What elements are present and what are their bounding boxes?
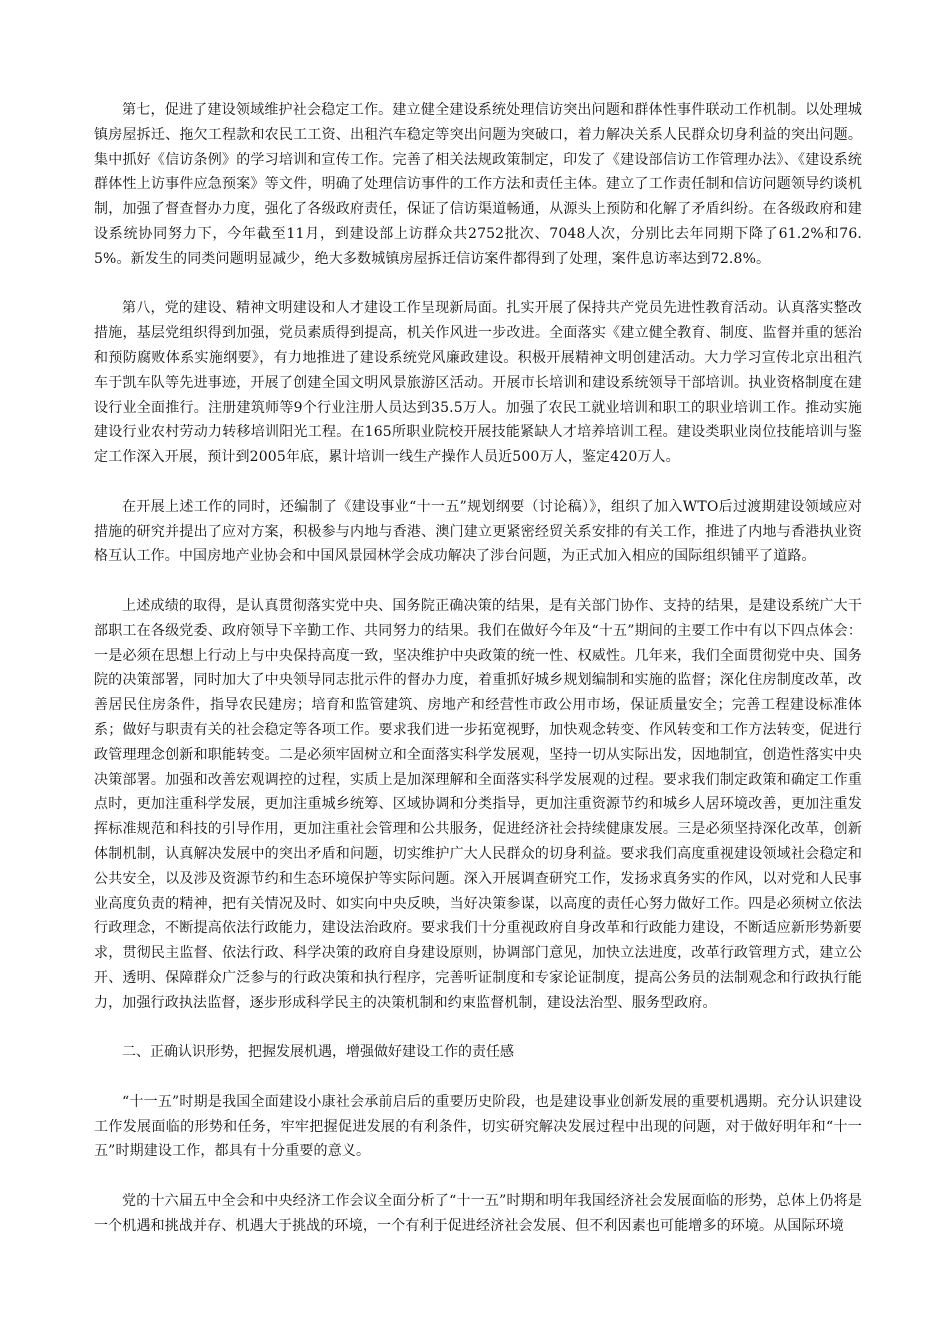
paragraph-additional-work: 在开展上述工作的同时，还编制了《建设事业“十一五”规划纲要（讨论稿）》，组织了加入WTO后过渡期建设领域应对措施的研究并提出了应对方案，积极参与内地与香港、澳门建立更紧密经贸关系安排的有关工作，推进了内地与香港执业资格互认工作。中国房地产业协会和中国风景园林学会成功解决了涉台问题，为正式加入相应的国际组织铺平了道路。 [94, 498, 862, 565]
paragraph-eleventh-five-year: “十一五”时期是我国全面建设小康社会承前启后的重要历史阶段，也是建设事业创新发展的重要机遇期。充分认识建设工作发展面临的形势和任务，牢牢把握促进发展的有利条件，切实研究解决发展过程中出现的问题，对于做好明年和“十一五”时期建设工作，都具有十分重要的意义。 [94, 1093, 862, 1160]
document-body [94, 98, 862, 1239]
paragraph-seventh-point: 第七，促进了建设领域维护社会稳定工作。建立健全建设系统处理信访突出问题和群体性事件联动工作机制。以处理城镇房屋拆迁、拖欠工程款和农民工工资、出租汽车稳定等突出问题为突破口，着力解决关系人民群众切身利益的突出问题。集中抓好《信访条例》的学习培训和宣传工作。完善了相关法规政策制定，印发了《建设部信访工作管理办法》、《建设系统群体性上访事件应急预案》等文件，明确了处理信访事件的工作方法和责任主体。建立了工作责任制和信访问题领导约谈机制，加强了督查督办力度，强化了各级政府责任，保证了信访渠道畅通，从源头上预防和化解了矛盾纠纷。在各级政府和建设系统协同努力下，今年截至11月，到建设部上访群众共2752批次、7048人次，分别比去年同期下降了61.2%和76.5%。新发生的同类问题明显减少，绝大多数城镇房屋拆迁信访案件都得到了处理，案件息访率达到72.8%。 [94, 102, 862, 267]
paragraph-experiences: 上述成绩的取得，是认真贯彻落实党中央、国务院正确决策的结果，是有关部门协作、支持的结果，是建设系统广大干部职工在各级党委、政府领导下辛勤工作、共同努力的结果。我们在做好今年及“十五”期间的主要工作中有以下四点体会：一是必须在思想上行动上与中央保持高度一致，坚决维护中央政策的统一性、权威性。几年来，我们全面贯彻党中央、国务院的决策部署，同时加大了中央领导同志批示件的督办力度，着重抓好城乡规划编制和实施的监督；深化住房制度改革，改善居民住房条件，指导农民建房；培育和监管建筑、房地产和经营性市政公用市场，保证质量安全；完善工程建设标准体系；做好与职责有关的社会稳定等各项工作。要求我们进一步拓宽视野，加快观念转变、作风转变和工作方法转变，促进行政管理理念创新和职能转变。二是必须牢固树立和全面落实科学发展观，坚持一切从实际出发，因地制宜，创造性落实中央决策部署。加强和改善宏观调控的过程，实质上是加深理解和全面落实科学发展观的过程。要求我们制定政策和确定工作重点时，更加注重科学发展，更加注重城乡统筹、区域协调和分类指导，更加注重资源节约和城乡人居环境改善，更加注重发挥标准规范和科技的引导作用，更加注重社会管理和公共服务，促进经济社会持续健康发展。三是必须坚持深化改革，创新体制机制，认真解决发展中的突出矛盾和问题，切实维护广大人民群众的切身利益。要求我们高度重视建设领域社会稳定和公共安全，以及涉及资源节约和生态环境保护等实际问题。深入开展调查研究工作，发扬求真务实的作风，以对党和人民事业高度负责的精神，把有关情况及时、如实向中央反映，当好决策参谋，以高度的责任心努力做好工作。四是必须树立依法行政理念，不断提高依法行政能力，建设法治政府。要求我们十分重视政府自身改革和行政能力建设，不断适应新形势新要求，贯彻民主监督、依法行政、科学决策的政府自身建设原则，协调部门意见，加快立法进度，改革行政管理方式，建立公开、透明、保障群众广泛参与的行政决策和执行程序，完善听证制度和专家论证制度，提高公务员的法制观念和行政执行能力，加强行政执法监督，逐步形成科学民主的决策机制和约束监督机制，建设法治型、服务型政府。 [94, 597, 862, 1011]
section-heading: 二、正确认识形势，把握发展机遇，增强做好建设工作的责任感 [122, 1044, 514, 1061]
paragraph-situation-analysis: 党的十六届五中全会和中央经济工作会议全面分析了“十一五”时期和明年我国经济社会发展面临的形势，总体上仍将是一个机遇和挑战并存、机遇大于挑战的环境，一个有利于促进经济社会发展、但不利因素也可能增多的环境。从国际环境 [94, 1193, 862, 1234]
paragraph-eighth-point: 第八，党的建设、精神文明建设和人才建设工作呈现新局面。扎实开展了保持共产党员先进性教育活动。认真落实整改措施，基层党组织得到加强，党员素质得到提高，机关作风进一步改进。全面落实《建立健全教育、制度、监督并重的惩治和预防腐败体系实施纲要》，有力地推进了建设系统党风廉政建设。积极开展精神文明创建活动。大力学习宣传北京出租汽车于凯车队等先进事迹，开展了创建全国文明风景旅游区活动。开展市长培训和建设系统领导干部培训。执业资格制度在建设行业全面推行。注册建筑师等9个行业注册人员达到35.5万人。加强了农民工就业培训和职工的职业培训工作。推动实施建设行业农村劳动力转移培训阳光工程。在165所职业院校开展技能紧缺人才培养培训工程。建设类职业岗位技能培训与鉴定工作深入开展，预计到2005年底，累计培训一线生产操作人员近500万人，鉴定420万人。 [94, 300, 862, 466]
